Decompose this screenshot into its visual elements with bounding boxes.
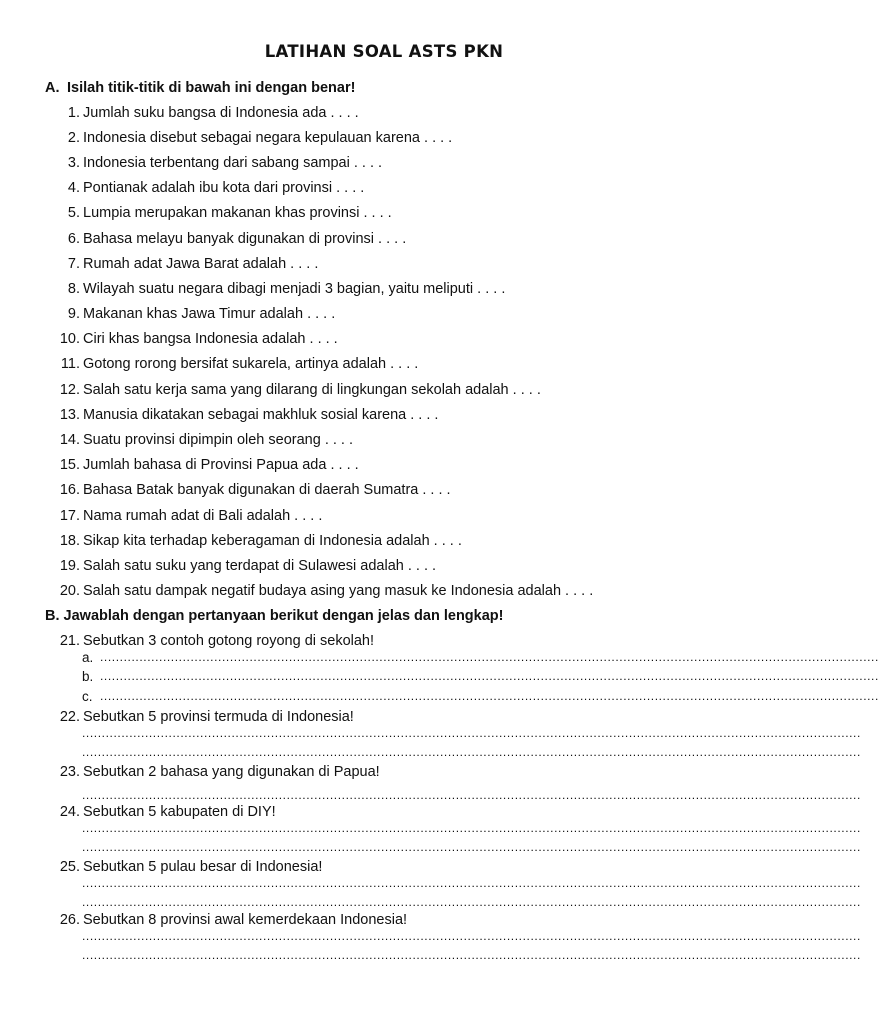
- section-b-heading-text: Jawablah dengan pertanyaan berikut dengan jelas dan lengkap!: [63, 608, 504, 624]
- dot-leader: ......................................................................................................................................................................................................: [100, 669, 879, 683]
- question-number: 25.: [59, 859, 80, 875]
- question-text: Sebutkan 5 pulau besar di Indonesia!: [83, 859, 323, 875]
- question-text: Ciri khas bangsa Indonesia adalah . . . .: [83, 331, 338, 347]
- answer-line[interactable]: ......................................................................................................................................................................................................: [82, 929, 861, 943]
- question-text: Jumlah bahasa di Provinsi Papua ada . . . .: [83, 457, 359, 473]
- question-text: Makanan khas Jawa Timur adalah . . . .: [83, 306, 336, 322]
- answer-line[interactable]: ......................................................................................................................................................................................................: [82, 745, 861, 759]
- question-number: 2.: [67, 130, 80, 146]
- question-number: 9.: [67, 306, 80, 322]
- question-number: 16.: [59, 482, 80, 498]
- dot-leader: ......................................................................................................................................................................................................: [100, 689, 879, 703]
- question-number: 17.: [59, 508, 80, 524]
- dot-leader: ......................................................................................................................................................................................................: [100, 650, 879, 664]
- question-number: 26.: [59, 912, 80, 928]
- question-number: 11.: [60, 356, 80, 372]
- section-a-heading-text: Isilah titik-titik di bawah ini dengan benar!: [67, 80, 356, 96]
- page-title: LATIHAN SOAL ASTS PKN: [264, 42, 504, 61]
- question-number: 24.: [59, 804, 80, 820]
- sub-letter: c.: [82, 689, 93, 704]
- question-number: 15.: [59, 457, 80, 473]
- question-number: 19.: [59, 558, 80, 574]
- answer-line[interactable]: ......................................................................................................................................................................................................: [82, 726, 861, 740]
- question-text: Rumah adat Jawa Barat adalah . . . .: [83, 256, 319, 272]
- answer-line-c[interactable]: [82, 689, 879, 704]
- question-number: 14.: [59, 432, 80, 448]
- answer-line[interactable]: ......................................................................................................................................................................................................: [82, 821, 861, 835]
- question-number: 22.: [59, 709, 80, 725]
- answer-line[interactable]: ......................................................................................................................................................................................................: [82, 840, 861, 854]
- question-number: 23.: [59, 764, 80, 780]
- question-text: Sebutkan 8 provinsi awal kemerdekaan Indonesia!: [83, 912, 408, 928]
- question-number: 20.: [59, 583, 80, 599]
- question-text: Gotong rorong bersifat sukarela, artinya adalah . . . .: [83, 356, 419, 372]
- question-number: 21.: [59, 633, 80, 649]
- question-text: Sebutkan 5 kabupaten di DIY!: [83, 804, 276, 820]
- question-text: Sebutkan 2 bahasa yang digunakan di Papua!: [83, 764, 380, 780]
- question-number: 6.: [67, 231, 80, 247]
- question-number: 7.: [67, 256, 80, 272]
- section-a-heading: [45, 79, 355, 97]
- question-text: Sebutkan 3 contoh gotong royong di sekolah!: [83, 633, 375, 649]
- section-b-letter: B.: [45, 608, 60, 624]
- question-text: Sikap kita terhadap keberagaman di Indonesia adalah . . . .: [83, 533, 462, 549]
- question-text: Lumpia merupakan makanan khas provinsi . . . .: [83, 205, 392, 221]
- answer-line[interactable]: ......................................................................................................................................................................................................: [82, 895, 861, 909]
- question-text: Nama rumah adat di Bali adalah . . . .: [83, 508, 323, 524]
- answer-line-a[interactable]: [82, 650, 879, 665]
- question-number: 13.: [59, 407, 80, 423]
- question-text: Jumlah suku bangsa di Indonesia ada . . . .: [83, 105, 359, 121]
- question-text: Bahasa Batak banyak digunakan di daerah Sumatra . . . .: [83, 482, 451, 498]
- question-text: Manusia dikatakan sebagai makhluk sosial karena . . . .: [83, 407, 439, 423]
- question-number: 4.: [67, 180, 80, 196]
- question-number: 3.: [67, 155, 80, 171]
- question-text: Wilayah suatu negara dibagi menjadi 3 bagian, yaitu meliputi . . . .: [83, 281, 506, 297]
- sub-letter: a.: [82, 650, 94, 665]
- answer-line[interactable]: ......................................................................................................................................................................................................: [82, 876, 861, 890]
- question-text: Pontianak adalah ibu kota dari provinsi . . . .: [83, 180, 365, 196]
- question-text: Salah satu kerja sama yang dilarang di lingkungan sekolah adalah . . . .: [83, 382, 541, 398]
- question-text: Salah satu suku yang terdapat di Sulawesi adalah . . . .: [83, 558, 437, 574]
- question-number: 18.: [59, 533, 80, 549]
- question-number: 12.: [59, 382, 80, 398]
- answer-line[interactable]: ......................................................................................................................................................................................................: [82, 948, 861, 962]
- question-text: Bahasa melayu banyak digunakan di provinsi . . . .: [83, 231, 407, 247]
- section-a-letter: A.: [45, 80, 60, 96]
- sub-letter: b.: [82, 669, 94, 684]
- question-text: Indonesia terbentang dari sabang sampai . . . .: [83, 155, 383, 171]
- question-number: 5.: [67, 205, 80, 221]
- answer-line-b[interactable]: [82, 669, 879, 684]
- answer-line[interactable]: ......................................................................................................................................................................................................: [82, 788, 861, 802]
- question-number: 1.: [67, 105, 80, 121]
- question-text: Suatu provinsi dipimpin oleh seorang . . . .: [83, 432, 354, 448]
- question-text: Indonesia disebut sebagai negara kepulauan karena . . . .: [83, 130, 453, 146]
- question-text: Salah satu dampak negatif budaya asing yang masuk ke Indonesia adalah . . . .: [83, 583, 594, 599]
- question-number: 10.: [59, 331, 80, 347]
- section-b-heading: [45, 607, 503, 625]
- question-number: 8.: [67, 281, 80, 297]
- question-text: Sebutkan 5 provinsi termuda di Indonesia!: [83, 709, 354, 725]
